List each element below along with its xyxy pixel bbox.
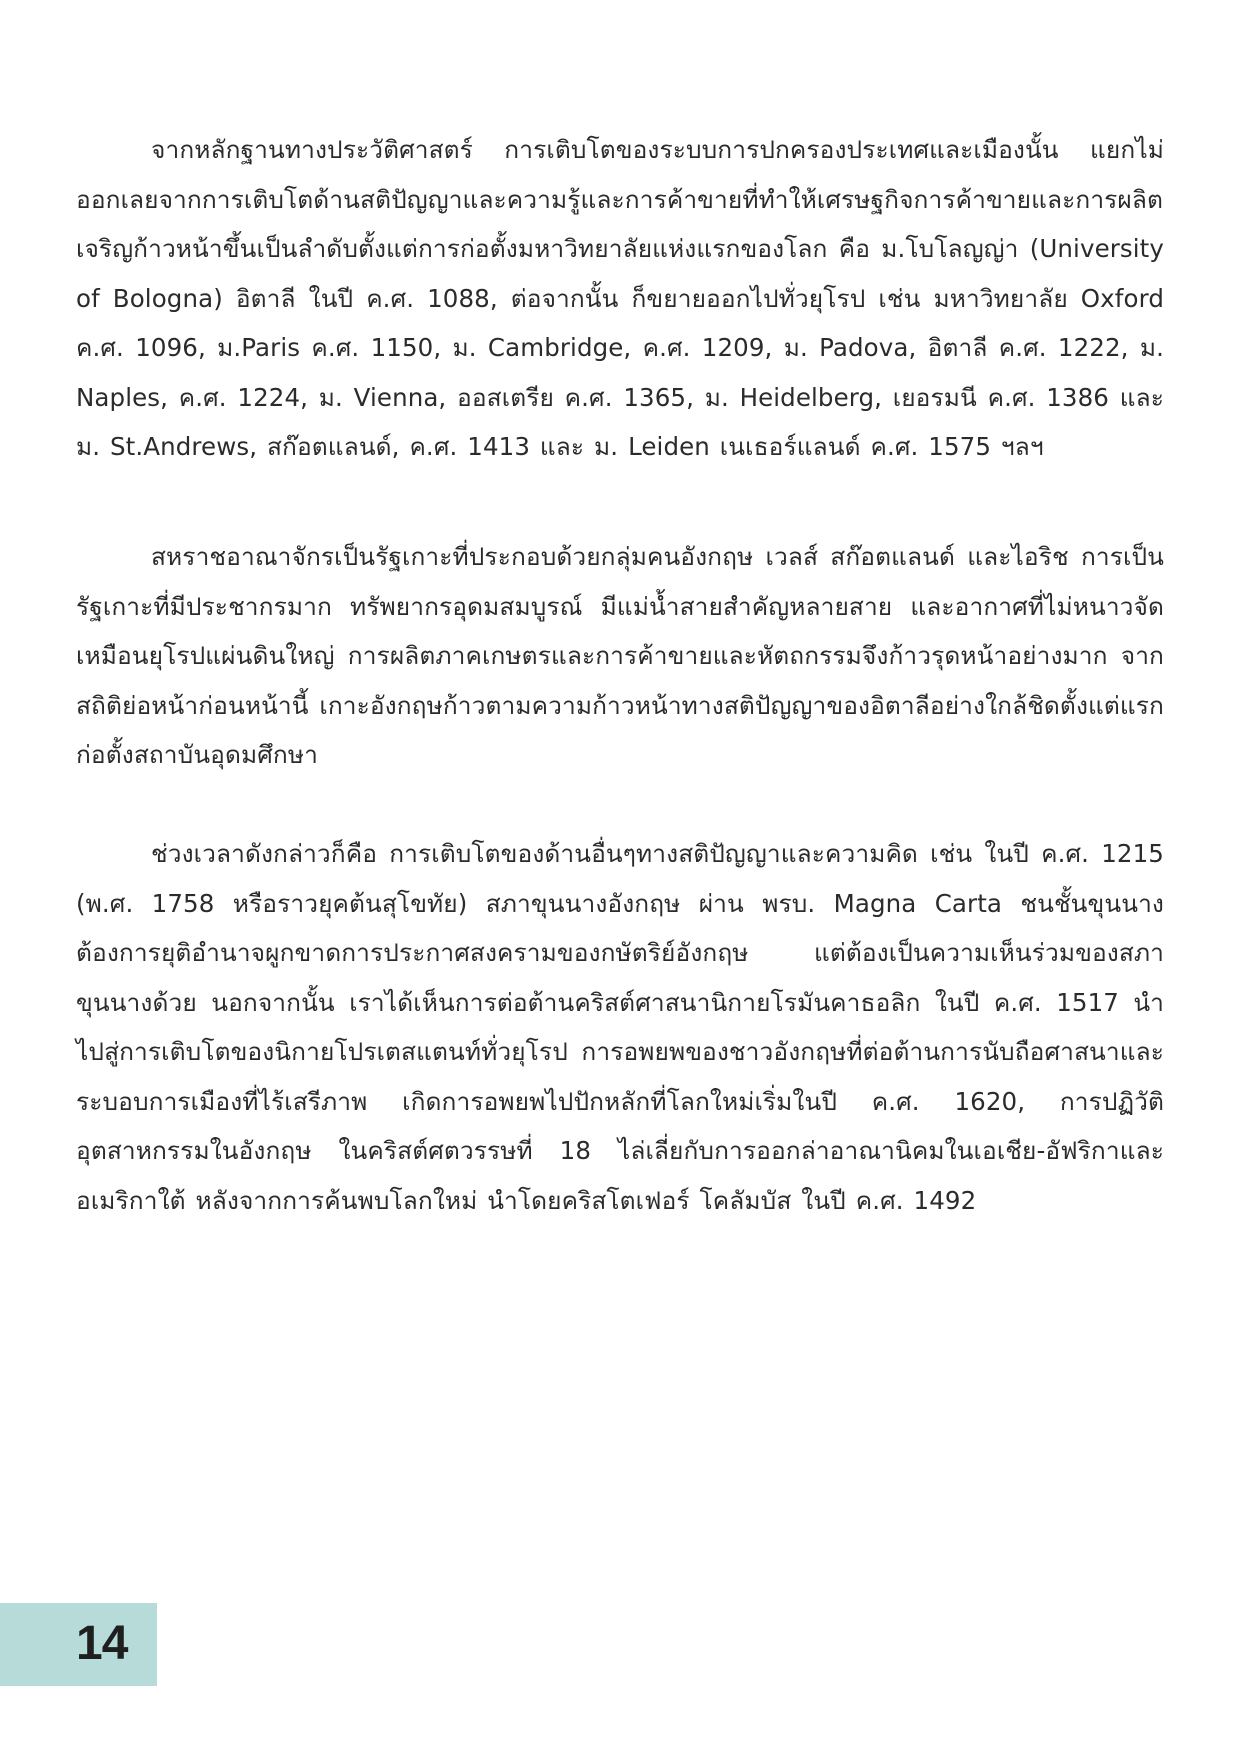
paragraph-magna-carta-era: ช่วงเวลาดังกล่าวก็คือ การเติบโตของด้านอื่นๆทางสติปัญญาและความคิด เช่น ในปี ค.ศ. 1215 (พ.ศ. 1758 หรือราวยุคต้นสุโขทัย) สภาขุนนางอังกฤษ ผ่าน พรบ. Magna Carta ชนชั้นขุนนางต้องการยุติอำนาจผูกขาดการประกาศสงครามของกษัตริย์อังกฤษ แต่ต้องเป็นความเห็นร่วมของสภาขุนนางด้วย นอกจากนั้น เราได้เห็นการต่อต้านคริสต์ศาสนานิกายโรมันคาธอลิก ในปี ค.ศ. 1517 นำไปสู่การเติบโตของนิกายโปรเตสแตนท์ทั่วยุโรป การอพยพของชาวอังกฤษที่ต่อต้านการนับถือศาสนาและระบอบการเมืองที่ไร้เสรีภาพ เกิดการอพยพไปปักหลักที่โลกใหม่เริ่มในปี ค.ศ. 1620, การปฏิวัติอุตสาหกรรมในอังกฤษ ในคริสต์ศตวรรษที่ 18 ไล่เลี่ยกับการออกล่าอาณานิคมในเอเชีย-อัฟริกาและอเมริกาใต้ หลังจากการค้นพบโลกใหม่ นำโดยคริสโตเฟอร์ โคลัมบัส ในปี ค.ศ. 1492 [76, 839, 1164, 1215]
paragraph-united-kingdom: สหราชอาณาจักรเป็นรัฐเกาะที่ประกอบด้วยกลุ่มคนอังกฤษ เวลส์ สก๊อตแลนด์ และไอริช การเป็นรัฐเกาะที่มีประชากรมาก ทรัพยากรอุดมสมบูรณ์ มีแม่น้ำสายสำคัญหลายสาย และอากาศที่ไม่หนาวจัดเหมือนยุโรปแผ่นดินใหญ่ การผลิตภาคเกษตรและการค้าขายและหัตถกรรมจึงก้าวรุดหน้าอย่างมาก จากสถิติย่อหน้าก่อนหน้านี้ เกาะอังกฤษก้าวตามความก้าวหน้าทางสติปัญญาของอิตาลีอย่างใกล้ชิดตั้งแต่แรกก่อตั้งสถาบันอุดมศึกษา [76, 542, 1164, 769]
page-number: 14 [76, 1617, 128, 1670]
paragraph-universities-history: จากหลักฐานทางประวัติศาสตร์ การเติบโตของระบบการปกครองประเทศและเมืองนั้น แยกไม่ออกเลยจากการเติบโตด้านสติปัญญาและความรู้และการค้าขายที่ทำให้เศรษฐกิจการค้าขายและการผลิตเจริญก้าวหน้าขึ้นเป็นลำดับตั้งแต่การก่อตั้งมหาวิทยาลัยแห่งแรกของโลก คือ ม.โบโลญญ่า (University of Bologna) อิตาลี ในปี ค.ศ. 1088, ต่อจากนั้น ก็ขยายออกไปทั่วยุโรป เช่น มหาวิทยาลัย Oxford ค.ศ. 1096, ม.Paris ค.ศ. 1150, ม. Cambridge, ค.ศ. 1209, ม. Padova, อิตาลี ค.ศ. 1222, ม. Naples, ค.ศ. 1224, ม. Vienna, ออสเตรีย ค.ศ. 1365, ม. Heidelberg, เยอรมนี ค.ศ. 1386 และ ม. St.Andrews, สก๊อตแลนด์, ค.ศ. 1413 และ ม. Leiden เนเธอร์แลนด์ ค.ศ. 1575 ฯลฯ [76, 135, 1164, 461]
